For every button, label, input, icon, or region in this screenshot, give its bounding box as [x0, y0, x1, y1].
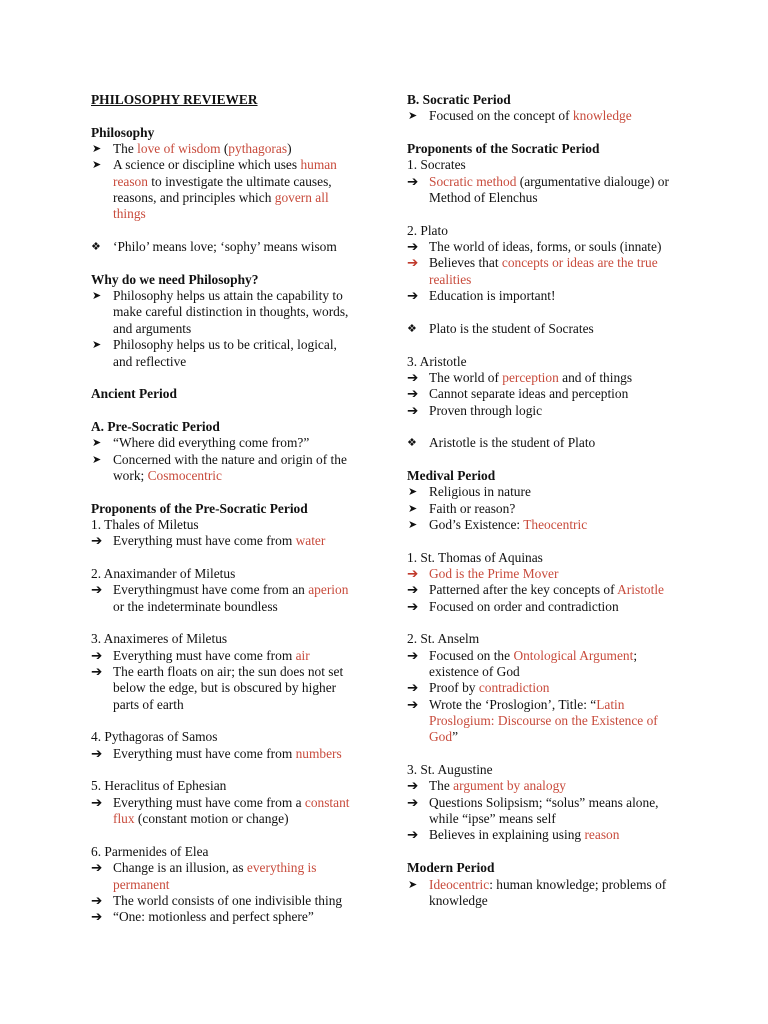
bullet-item	[407, 680, 692, 696]
bullet-item	[91, 664, 366, 680]
bullet-continuation	[91, 304, 366, 320]
text-run: ‘Philo’ means love; ‘sophy’ means wisom	[113, 239, 337, 255]
bullet-item	[91, 746, 366, 762]
bullet-item	[407, 386, 692, 402]
text-run: 3. St. Augustine	[407, 762, 493, 778]
spacer	[407, 125, 692, 141]
text-run: 3. Anaximeres of Miletus	[91, 631, 228, 647]
text-run: “One: motionless and perfect sphere”	[113, 909, 314, 925]
chevron-bullet-icon: ➤	[92, 159, 102, 172]
bullet-item	[91, 533, 366, 549]
text-run: Medival Period	[407, 467, 496, 483]
bullet-item	[91, 435, 366, 451]
text-run: 4. Pythagoras of Samos	[91, 729, 218, 745]
highlighted-term: aperion	[308, 582, 349, 598]
section-heading	[91, 272, 366, 288]
highlighted-term: flux	[113, 811, 135, 827]
text-run: Plato is the student of Socrates	[429, 320, 594, 336]
highlighted-term: Socratic method	[429, 173, 517, 189]
highlighted-term: Latin	[596, 696, 625, 712]
arrow-bullet-icon: ➔	[91, 533, 103, 549]
section-heading	[407, 92, 692, 108]
spacer	[91, 550, 366, 566]
arrow-bullet-icon: ➔	[407, 402, 419, 418]
bullet-item	[407, 255, 692, 271]
text-run: PHILOSOPHY REVIEWER	[91, 92, 258, 107]
bullet-item	[91, 452, 366, 468]
bullet-item	[407, 288, 692, 304]
text-line	[407, 157, 692, 173]
bullet-item	[407, 566, 692, 582]
text-run: 3. Aristotle	[407, 353, 467, 369]
highlighted-term: permanent	[113, 876, 170, 892]
text-run: work;	[113, 467, 148, 483]
section-heading	[407, 860, 692, 876]
bullet-continuation	[91, 321, 366, 337]
highlighted-term: things	[113, 206, 146, 222]
chevron-bullet-icon: ➤	[92, 143, 102, 156]
bullet-item	[91, 239, 366, 255]
chevron-bullet-icon: ➤	[92, 339, 102, 352]
bullet-item	[91, 157, 366, 173]
text-line	[91, 729, 366, 745]
arrow-bullet-icon: ➔	[91, 745, 103, 761]
bullet-item	[91, 909, 366, 925]
highlighted-term: God	[429, 729, 453, 745]
spacer	[91, 713, 366, 729]
arrow-bullet-icon: ➔	[407, 386, 419, 402]
arrow-bullet-icon: ➔	[407, 173, 419, 189]
text-run: Proponents of the Pre-Socratic Period	[91, 500, 308, 516]
spacer	[407, 304, 692, 320]
arrow-bullet-icon: ➔	[91, 892, 103, 908]
arrow-bullet-icon: ➔	[407, 582, 419, 598]
bullet-item	[407, 370, 692, 386]
section-heading	[407, 468, 692, 484]
bullet-item	[407, 517, 692, 533]
bullet-item	[407, 827, 692, 843]
text-run: (constant motion or change)	[134, 811, 289, 827]
highlighted-term: numbers	[295, 745, 342, 761]
arrow-bullet-icon: ➔	[407, 680, 419, 696]
bullet-item	[407, 239, 692, 255]
diamond-bullet-icon: ❖	[91, 241, 101, 254]
bullet-item	[407, 174, 692, 190]
bullet-item	[407, 697, 692, 713]
text-run: The world of	[429, 369, 503, 385]
arrow-bullet-icon: ➔	[91, 860, 103, 876]
bullet-continuation	[91, 354, 366, 370]
text-line	[91, 844, 366, 860]
text-run: Focused on order and contradiction	[429, 598, 619, 614]
text-run: Ancient Period	[91, 386, 177, 402]
text-run: “Where did everything come from?”	[113, 435, 310, 451]
arrow-bullet-icon: ➔	[91, 582, 103, 598]
highlighted-term: Cosmocentric	[147, 467, 222, 483]
document-title	[91, 92, 366, 108]
arrow-bullet-icon: ➔	[91, 664, 103, 680]
arrow-bullet-icon: ➔	[407, 598, 419, 614]
bullet-continuation	[91, 599, 366, 615]
text-run: The	[113, 141, 138, 157]
text-run: Everything must have come from a	[113, 794, 305, 810]
left-column	[91, 92, 366, 926]
bullet-continuation	[407, 893, 692, 909]
bullet-continuation	[407, 713, 692, 729]
bullet-continuation	[407, 190, 692, 206]
highlighted-term: knowledge	[572, 108, 632, 124]
bullet-continuation	[91, 468, 366, 484]
spacer	[91, 827, 366, 843]
text-run: Concerned with the nature and origin of the	[113, 451, 347, 467]
chevron-bullet-icon: ➤	[408, 878, 418, 891]
text-run: The world consists of one indivisible thing	[113, 892, 343, 908]
text-run: Education is important!	[429, 288, 556, 304]
arrow-bullet-icon: ➔	[407, 647, 419, 663]
text-line	[91, 566, 366, 582]
bullet-item	[407, 501, 692, 517]
spacer	[407, 206, 692, 222]
text-run: reasons, and principles which	[113, 190, 275, 206]
text-line	[407, 223, 692, 239]
text-run: Why do we need Philosophy?	[91, 271, 259, 287]
bullet-continuation	[407, 811, 692, 827]
section-heading	[91, 386, 366, 402]
text-run: below the edge, but is obscured by higher	[113, 680, 337, 696]
highlighted-term: reason	[584, 827, 620, 843]
highlighted-term: Theocentric	[523, 516, 588, 532]
text-run: existence of God	[429, 664, 520, 680]
bullet-item	[407, 877, 692, 893]
text-run: Philosophy helps us to be critical, logical,	[113, 337, 337, 353]
text-run: Aristotle is the student of Plato	[429, 435, 596, 451]
chevron-bullet-icon: ➤	[92, 453, 102, 466]
text-run: God’s Existence:	[429, 516, 524, 532]
highlighted-term: realities	[429, 271, 472, 287]
text-run: 2. Plato	[407, 222, 448, 238]
diamond-bullet-icon: ❖	[407, 322, 417, 335]
highlighted-term: air	[295, 647, 310, 663]
section-heading	[91, 501, 366, 517]
text-run: 2. Anaximander of Miletus	[91, 565, 236, 581]
bullet-continuation	[91, 811, 366, 827]
text-run: and of things	[558, 369, 633, 385]
spacer	[91, 108, 366, 124]
text-run: knowledge	[429, 892, 488, 908]
text-run: The world of ideas, forms, or souls (innate)	[429, 239, 662, 255]
text-run: : human knowledge; problems of	[489, 876, 667, 892]
text-run: Method of Elenchus	[429, 190, 538, 206]
text-run: make careful distinction in thoughts, words,	[113, 304, 349, 320]
arrow-bullet-icon: ➔	[407, 369, 419, 385]
spacer	[91, 370, 366, 386]
highlighted-term: contradiction	[478, 680, 550, 696]
text-run: Faith or reason?	[429, 500, 516, 516]
arrow-bullet-icon: ➔	[407, 255, 419, 271]
text-run: (	[220, 141, 229, 157]
bullet-item	[407, 321, 692, 337]
text-run: ;	[633, 647, 638, 663]
highlighted-term: reason	[113, 173, 148, 189]
text-run: A. Pre-Socratic Period	[91, 418, 220, 434]
bullet-continuation	[91, 680, 366, 696]
spacer	[91, 223, 366, 239]
text-run: Modern Period	[407, 860, 495, 876]
text-run: 1. St. Thomas of Aquinas	[407, 549, 543, 565]
text-run: Cannot separate ideas and perception	[429, 386, 629, 402]
text-run: Proven through logic	[429, 402, 543, 418]
bullet-item	[91, 648, 366, 664]
highlighted-term: Aristotle	[617, 582, 665, 598]
spacer	[91, 255, 366, 271]
chevron-bullet-icon: ➤	[408, 518, 418, 531]
text-run: and reflective	[113, 353, 187, 369]
bullet-item	[91, 141, 366, 157]
bullet-continuation	[91, 206, 366, 222]
bullet-continuation	[91, 174, 366, 190]
highlighted-term: God is the Prime Mover	[429, 565, 559, 581]
bullet-continuation	[91, 190, 366, 206]
chevron-bullet-icon: ➤	[92, 290, 102, 303]
highlighted-term: constant	[304, 794, 350, 810]
text-run: and arguments	[113, 320, 192, 336]
text-run: Philosophy helps us attain the capability to	[113, 288, 343, 304]
chevron-bullet-icon: ➤	[408, 486, 418, 499]
spacer	[407, 533, 692, 549]
spacer	[91, 762, 366, 778]
text-run: The earth floats on air; the sun does not set	[113, 664, 344, 680]
bullet-item	[91, 337, 366, 353]
text-run: parts of earth	[113, 696, 184, 712]
text-run: B. Socratic Period	[407, 92, 511, 107]
text-run: Philosophy	[91, 124, 155, 140]
text-run: Everything must have come from	[113, 745, 296, 761]
text-line	[91, 778, 366, 794]
text-run: Everythingmust have come from an	[113, 582, 309, 598]
text-line	[91, 517, 366, 533]
bullet-item	[407, 599, 692, 615]
text-run: )	[287, 141, 292, 157]
highlighted-term: water	[295, 533, 326, 549]
text-run: or the indeterminate boundless	[113, 598, 278, 614]
spacer	[407, 452, 692, 468]
text-line	[407, 354, 692, 370]
bullet-item	[91, 288, 366, 304]
spacer	[407, 337, 692, 353]
text-run: A science or discipline which uses	[113, 157, 301, 173]
text-run: Focused on the	[429, 647, 514, 663]
section-heading	[91, 419, 366, 435]
highlighted-term: argument by analogy	[453, 778, 566, 794]
arrow-bullet-icon: ➔	[407, 778, 419, 794]
arrow-bullet-icon: ➔	[91, 794, 103, 810]
bullet-item	[407, 403, 692, 419]
text-run: Questions Solipsism; “solus” means alone,	[429, 794, 659, 810]
section-heading	[407, 141, 692, 157]
spacer	[407, 615, 692, 631]
right-column	[407, 92, 692, 909]
highlighted-term: pythagoras	[228, 141, 288, 157]
arrow-bullet-icon: ➔	[407, 565, 419, 581]
spacer	[407, 419, 692, 435]
bullet-continuation	[407, 664, 692, 680]
section-heading	[91, 125, 366, 141]
bullet-item	[407, 648, 692, 664]
text-run: Everything must have come from	[113, 647, 296, 663]
bullet-item	[91, 893, 366, 909]
text-run: ”	[452, 729, 459, 745]
diamond-bullet-icon: ❖	[407, 437, 417, 450]
text-line	[407, 631, 692, 647]
text-line	[407, 762, 692, 778]
bullet-item	[407, 484, 692, 500]
bullet-item	[407, 435, 692, 451]
text-run: 1. Thales of Miletus	[91, 516, 199, 532]
chevron-bullet-icon: ➤	[408, 502, 418, 515]
bullet-item	[407, 108, 692, 124]
text-run: to investigate the ultimate causes,	[147, 173, 332, 189]
text-run: Wrote the ‘Proslogion’, Title: “	[429, 696, 597, 712]
text-run: Proponents of the Socratic Period	[407, 141, 600, 157]
text-run: Proof by	[429, 680, 479, 696]
bullet-item	[407, 778, 692, 794]
spacer	[407, 746, 692, 762]
arrow-bullet-icon: ➔	[407, 239, 419, 255]
text-run: 1. Socrates	[407, 157, 466, 173]
text-line	[407, 550, 692, 566]
highlighted-term: love of wisdom	[137, 141, 221, 157]
highlighted-term: Ontological Argument	[513, 647, 634, 663]
highlighted-term: everything is	[246, 860, 317, 876]
text-run: Change is an illusion, as	[113, 860, 247, 876]
text-run: 6. Parmenides of Elea	[91, 843, 209, 859]
highlighted-term: Proslogium: Discourse on the Existence of	[429, 713, 658, 729]
bullet-continuation	[91, 877, 366, 893]
text-run: 2. St. Anselm	[407, 631, 480, 647]
text-run: Everything must have come from	[113, 533, 296, 549]
arrow-bullet-icon: ➔	[407, 827, 419, 843]
bullet-continuation	[91, 697, 366, 713]
highlighted-term: human	[300, 157, 337, 173]
arrow-bullet-icon: ➔	[91, 647, 103, 663]
bullet-item	[407, 582, 692, 598]
bullet-item	[407, 795, 692, 811]
chevron-bullet-icon: ➤	[92, 437, 102, 450]
bullet-item	[91, 795, 366, 811]
arrow-bullet-icon: ➔	[407, 288, 419, 304]
highlighted-term: concepts or ideas are the true	[501, 255, 658, 271]
text-run: 5. Heraclitus of Ephesian	[91, 778, 227, 794]
bullet-item	[91, 582, 366, 598]
text-run: Focused on the concept of	[429, 108, 573, 124]
spacer	[91, 615, 366, 631]
highlighted-term: Ideocentric	[429, 876, 490, 892]
text-run: Religious in nature	[429, 484, 531, 500]
highlighted-term: perception	[502, 369, 559, 385]
bullet-continuation	[407, 272, 692, 288]
spacer	[407, 844, 692, 860]
text-run: The	[429, 778, 454, 794]
chevron-bullet-icon: ➤	[408, 110, 418, 123]
text-run: while “ipse” means self	[429, 811, 556, 827]
arrow-bullet-icon: ➔	[407, 794, 419, 810]
arrow-bullet-icon: ➔	[407, 696, 419, 712]
highlighted-term: govern all	[274, 190, 329, 206]
arrow-bullet-icon: ➔	[91, 909, 103, 925]
text-line	[91, 631, 366, 647]
text-run: (argumentative dialouge) or	[516, 173, 669, 189]
text-run: Patterned after the key concepts of	[429, 582, 618, 598]
spacer	[91, 484, 366, 500]
text-run: Believes in explaining using	[429, 827, 585, 843]
bullet-item	[91, 860, 366, 876]
text-run: Believes that	[429, 255, 502, 271]
bullet-continuation	[407, 729, 692, 745]
spacer	[91, 403, 366, 419]
